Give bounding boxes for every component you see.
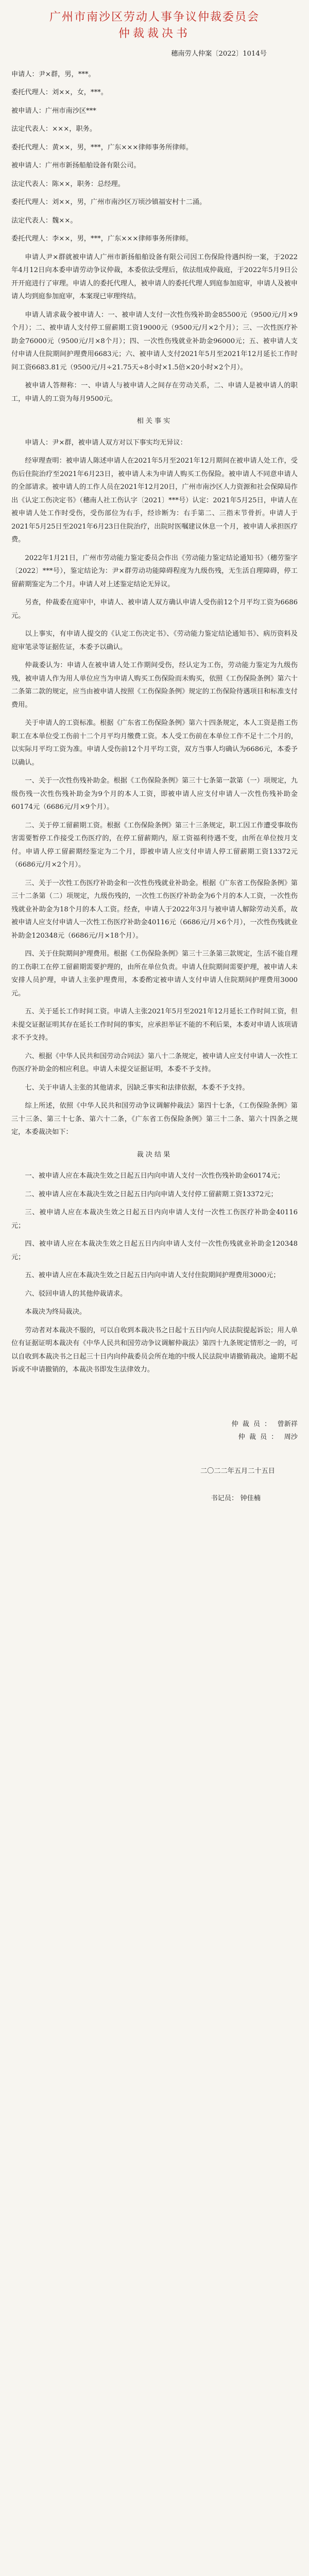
section-heading-ruling: 裁决结果	[136, 1150, 173, 1159]
body-paragraph: 六、根据《中华人民共和国劳动合同法》第八十二条规定，被申请人应支付申请人一次性工伤医疗补助金的相应利息。申请人未提交证据证明，本委不予支持。	[11, 1052, 298, 1073]
body-paragraph: 以上事实，有申请人提交的《认定工伤决定书》、《劳动能力鉴定结论通知书》、病历资料及庭审笔录等证据佐证，本委予以确认。	[11, 630, 298, 651]
party-line: 委托代理人：黄××，男，***，广东×××律师事务所律师。	[11, 143, 193, 151]
body-paragraph: 经审理查明：被申请人陈述申请人在2021年5月至2021年12月期间在被申请人处工作，受伤后住院治疗至2021年6月23日，被申请人未为申请人购买工伤保险。被申请人不同意申请人的全部请求。被申请人的工作人员在2021年12月20日，广州市南沙区人力资源和社会保障局作出《认定工伤决定书》（穗南人社工伤认字〔2021〕***号）认定：2021年5月25日，申请人在被申请人处工作时受伤，受伤部位为右手，经诊断为：右手第二、三指末节骨折。申请人于2021年5月25日至2021年6月23日住院治疗，出院时医嘱建议休息一个月，被申请人承担医疗费。	[11, 457, 298, 544]
arbitrator-label: 仲裁员：	[231, 1420, 276, 1428]
arbitrator-name: 曾新祥	[277, 1420, 298, 1428]
body-paragraph: 2022年1月21日，广州市劳动能力鉴定委员会作出《劳动能力鉴定结论通知书》（穗劳鉴字〔2022〕***号），鉴定结论为：尹×群劳动功能障碍程度为九级伤残，无生活自理障碍，停工留薪期鉴定为二个月。申请人对上述鉴定结论无异议。	[11, 554, 298, 588]
party-line: 被申请人：广州市新扬船舶设备有限公司。	[11, 162, 141, 170]
section-subheading: 申请人：尹×群，被申请人双方对以下事实均无异议：	[25, 438, 187, 447]
party-line: 委托代理人：李××，男，***，广东×××律师事务所律师。	[11, 235, 193, 243]
ruling-item: 五、被申请人应在本裁决生效之日起五日内向申请人支付住院期间护理费用3000元；	[25, 1272, 280, 1279]
party-line: 委托代理人：刘××，女，***。	[11, 89, 108, 96]
arbitrator2-label: 仲裁员：	[238, 1433, 282, 1441]
ruling-item: 一、被申请人应在本裁决生效之日起五日内向申请人支付一次性伤残补助金60174元；	[25, 1172, 284, 1180]
ruling-item: 二、被申请人应在本裁决生效之日起五日内向申请人支付停工留薪期工资13372元；	[25, 1190, 278, 1198]
ruling-item: 三、被申请人应在本裁决生效之日起五日内向申请人支付一次性工伤医疗补助金40116元；	[11, 1209, 298, 1230]
party-line: 被申请人：广州市南沙区***	[11, 107, 96, 115]
closing-paragraph: 本裁决为终局裁决。	[25, 1308, 87, 1316]
clerk-label: 书记员：	[211, 1495, 238, 1502]
party-line: 申请人：尹×群，男，***。	[11, 70, 95, 78]
clerk-signature	[11, 1492, 261, 1505]
body-paragraph: 四、关于住院期间护理费用。根据《工伤保险条例》第三十三条第三款规定，生活不能自理的工伤职工在停工留薪期需要护理的，由所在单位负责。申请人住院期间需要护理，被申请人未安排人员护理，申请人主张护理费用，本委酌定被申请人支付申请人住院期间护理费用3000元。	[11, 950, 298, 997]
case-number: 穗南劳人仲案〔2022〕1014号	[171, 50, 267, 58]
issuing-organization: 广州市南沙区劳动人事争议仲裁委员会	[49, 11, 260, 24]
body-paragraph: 三、关于一次性工伤医疗补助金和一次性伤残就业补助金。根据《广东省工伤保险条例》第三十二条第（二）项规定，九级伤残的，一次性工伤医疗补助金为6个月的本人工资，一次性伤残就业补助金为18个月的本人工资。经查，申请人于2022年3月与被申请人解除劳动关系，故被申请人应支付申请人一次性工伤医疗补助金40116元（6686元/月×6个月），一次性伤残就业补助金120348元（6686元/月×18个月）。	[11, 879, 298, 940]
ruling-item: 六、驳回申请人的其他仲裁请求。	[25, 1290, 127, 1298]
body-paragraph: 仲裁委认为：申请人在被申请人处工作期间受伤，经认定为工伤，劳动能力鉴定为九级伤残，被申请人作为用人单位应当为申请人购买工伤保险而未购买，依照《工伤保险条例》第六十二条第二款的规定，应当由被申请人按照《工伤保险条例》规定的工伤保险待遇项目和标准支付费用。	[11, 662, 298, 709]
party-line: 法定代表人：×××，职务。	[11, 125, 97, 133]
body-paragraph: 综上所述，依照《中华人民共和国劳动争议调解仲裁法》第四十七条，《工伤保险条例》第三十三条、第三十七条、第六十二条，《广东省工伤保险条例》第三十二条、第六十四条之规定，本委裁决如下：	[11, 1102, 298, 1136]
body-paragraph: 被申请人答辩称：一、申请人与被申请人之间存在劳动关系，二、申请人是被申请人的职工，申请人的工资为每月9500元。	[11, 382, 298, 403]
ruling-date: 二〇二二年五月二十五日	[200, 1467, 275, 1475]
arbitrator-signature	[11, 1418, 298, 1431]
arbitrator2-signature	[11, 1431, 298, 1444]
closing-paragraph: 劳动者对本裁决不服的，可以自收到本裁决书之日起十五日内向人民法院提起诉讼；用人单位有证据证明本裁决有《中华人民共和国劳动争议调解仲裁法》第四十九条规定情形之一的，可以自收到本裁决书之日起三十日内向仲裁委员会所在地的中级人民法院申请撤销裁决。逾期不起诉或不申请撤销的，本裁决书即发生法律效力。	[11, 1326, 298, 1374]
section-heading-facts: 相关事实	[136, 417, 173, 425]
clerk-name: 钟佳楠	[240, 1495, 261, 1502]
parties-section	[11, 68, 298, 246]
body-paragraph: 五、关于延长工作时间工资。申请人主张2021年5月至2021年12月延长工作时间工资，但未提交证据证明其存在延长工作时间的事实，应承担举证不能的不利后果，本委对申请人该项请求不予支持。	[11, 1008, 298, 1042]
body-paragraph: 一、关于一次性伤残补助金。根据《工伤保险条例》第三十七条第一款第（一）项规定，九级伤残一次性伤残补助金为9个月的本人工资，即被申请人应支付申请人一次性伤残补助金60174元（6686元/月×9个月）。	[11, 777, 298, 811]
body-paragraph: 申请人请求裁令被申请人：一、被申请人支付一次性伤残补助金85500元（9500元/月×9个月）；二、被申请人支付停工留薪期工资19000元（9500元/月×2个月）；三、一次性医疗补助金76000元（9500元/月×8个月）；四、一次性伤残就业补助金96000元；五、被申请人支付申请人住院期间护理费用6683元；六、被申请人支付2021年5月至2021年12月延长工作时间工资6683.81元（9500元/月÷21.75天÷8小时×1.5倍×20小时×2个月）。	[11, 311, 298, 371]
party-line: 委托代理人：刘××，男，广州市南沙区万顷沙镇福安村十二涌。	[11, 198, 207, 206]
party-line: 法定代表人：陈××，职务：总经理。	[11, 180, 125, 188]
body-paragraph: 另查，仲裁委在庭审中，申请人、被申请人双方确认申请人受伤前12个月平均工资为6686元。	[11, 599, 298, 620]
ruling-item: 四、被申请人应在本裁决生效之日起五日内向申请人支付一次性伤残就业补助金120348元；	[11, 1240, 298, 1261]
party-line: 法定代表人：魏××。	[11, 216, 77, 225]
arbitrator2-name: 周沙	[284, 1433, 298, 1441]
body-paragraph: 二、关于停工留薪期工资。根据《工伤保险条例》第三十三条规定，职工因工作遭受事故伤害需要暂停工作接受工伤医疗的，在停工留薪期内，原工资福利待遇不变，由所在单位按月支付。申请人停工留薪期经鉴定为二个月，即被申请人应支付申请人停工留薪期工资13372元（6686元/月×2个月）。	[11, 821, 298, 869]
body-paragraph: 七、关于申请人主张的其他请求，因缺乏事实和法律依据，本委不予支持。	[25, 1083, 249, 1092]
body-paragraph: 关于申请人的工资标准。根据《广东省工伤保险条例》第六十四条规定，本人工资是指工伤职工在本单位受工伤前十二个月平均月缴费工资。本人受工伤前在本单位工作不足十二个月的，以实际月平均工资为准。申请人受伤前12个月平均工资，双方当事人均确认为6686元，本委予以确认。	[11, 719, 298, 767]
document-title: 仲裁裁决书	[118, 27, 191, 40]
body-paragraph: 申请人尹×群就被申请人广州市新扬船舶设备有限公司因工伤保险待遇纠纷一案，于2022年4月12日向本委申请劳动争议仲裁，本委依法受理后，依法组成仲裁庭，于2022年5月9日公开开庭进行了审理。申请人的委托代理人，被申请人的委托代理人到庭参加庭审，申请人及被申请人均到庭参加庭审，本案现已审理终结。	[11, 253, 298, 300]
